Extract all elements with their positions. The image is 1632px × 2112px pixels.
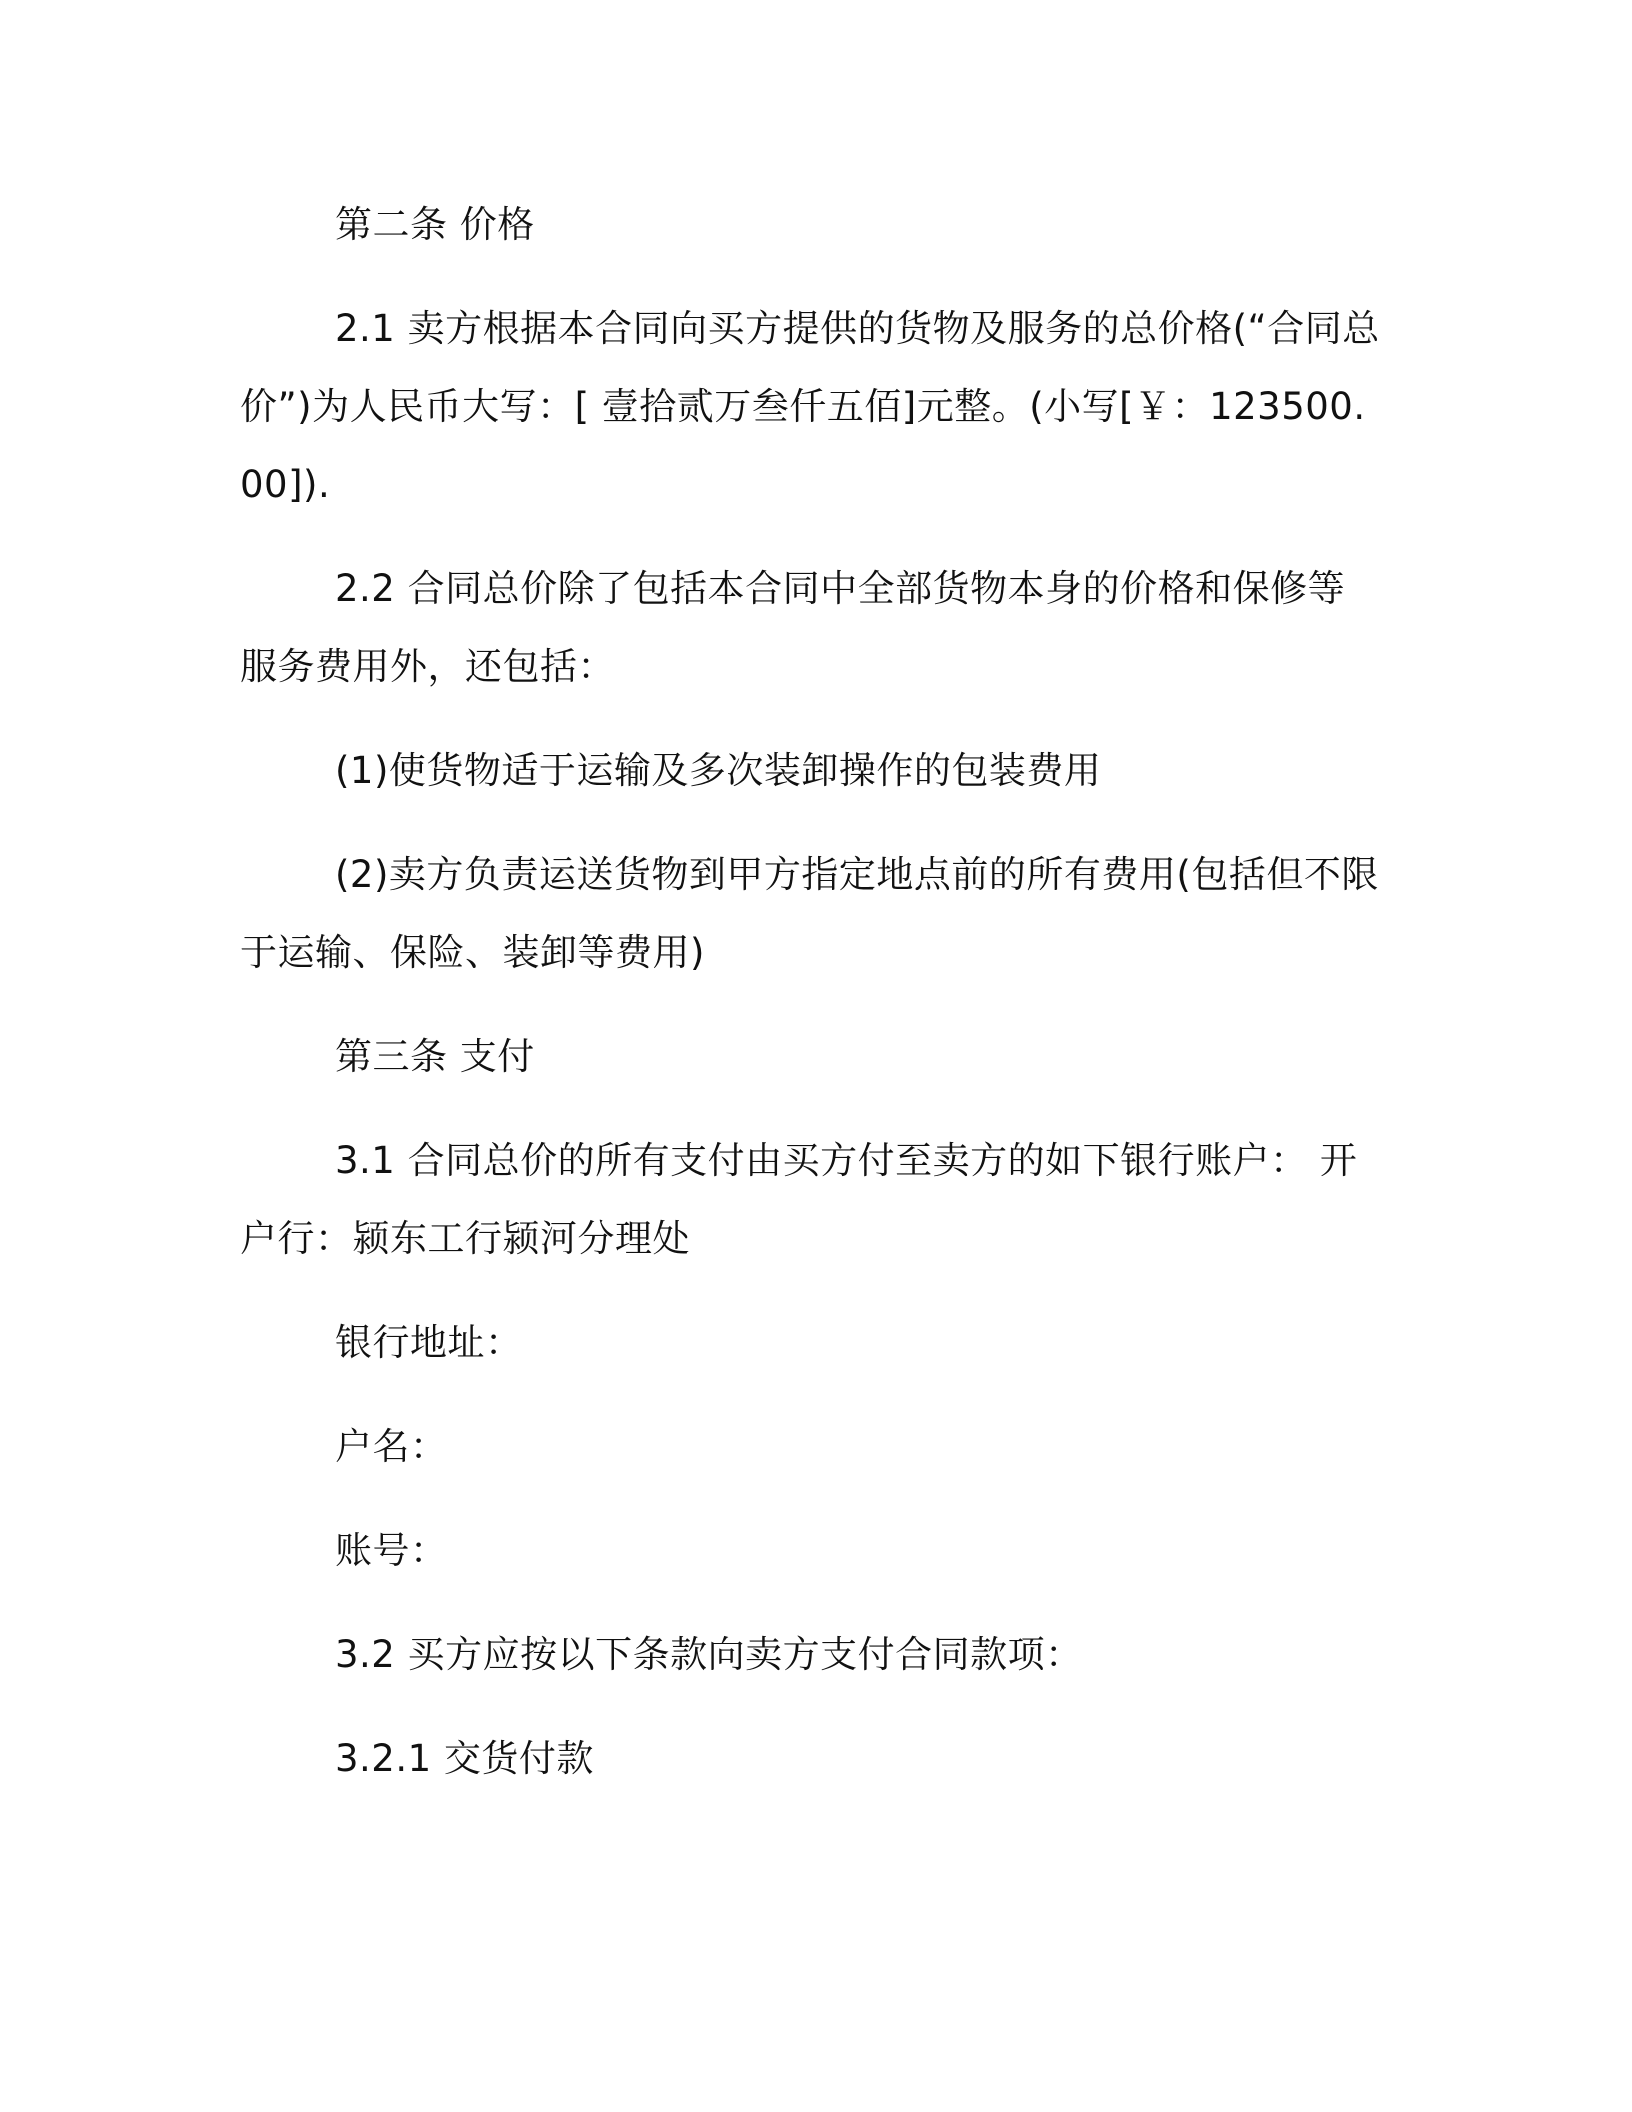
- bank-address-label: 银行地址：: [335, 1321, 523, 1364]
- list-item-2: (2)卖方负责运送货物到甲方指定地点前的所有费用(包括但不限于运输、保险、装卸等费用): [240, 853, 1379, 974]
- account-name-label: 户名：: [335, 1425, 448, 1468]
- list-item-1: (1)使货物适于运输及多次装卸操作的包装费用: [335, 749, 1102, 792]
- article-3-heading: 第三条 支付: [335, 1035, 535, 1078]
- clause-2-2: 2.2 合同总价除了包括本合同中全部货物本身的价格和保修等服务费用外，还包括：: [240, 567, 1346, 688]
- clause-3-2-1: 3.2.1 交货付款: [335, 1737, 594, 1780]
- account-number-label: 账号：: [335, 1529, 448, 1572]
- clause-2-1: 2.1 卖方根据本合同向买方提供的货物及服务的总价格(“合同总价”)为人民币大写：[ 壹拾贰万叁仟五佰]元整。(小写[￥：123500.00]).: [240, 307, 1380, 506]
- document-body: [240, 186, 1380, 1798]
- article-2-heading: 第二条 价格: [335, 203, 535, 246]
- clause-3-1: 3.1 合同总价的所有支付由买方付至卖方的如下银行账户： 开户行：颍东工行颍河分理处: [240, 1139, 1358, 1260]
- clause-3-2: 3.2 买方应按以下条款向卖方支付合同款项：: [335, 1633, 1083, 1676]
